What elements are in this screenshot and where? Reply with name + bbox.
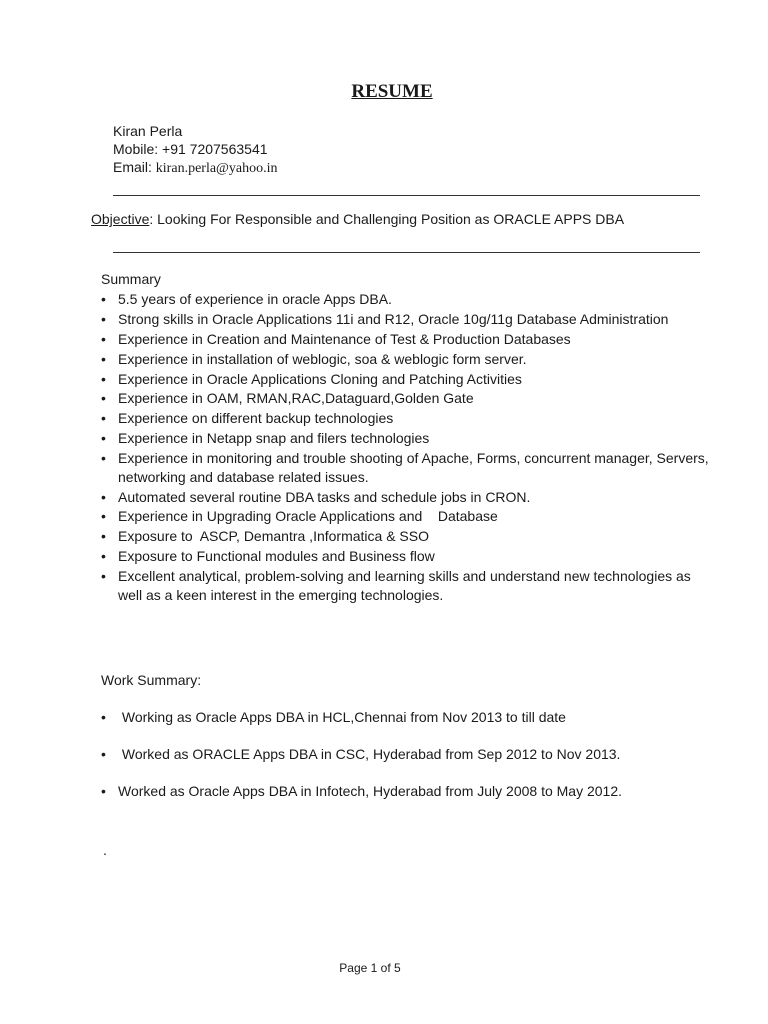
contact-block	[113, 122, 278, 178]
objective-text: : Looking For Responsible and Challenging Position as ORACLE APPS DBA	[149, 211, 625, 227]
bullet: •	[101, 410, 106, 427]
summary-list	[101, 290, 718, 605]
page-number: Page 1 of 5	[339, 961, 401, 975]
bullet: •	[101, 783, 106, 799]
bullet: •	[101, 370, 106, 387]
objective-line	[91, 211, 624, 227]
list-item: • Experience in monitoring and trouble shooting of Apache, Forms, concurrent manager, Servers, networking and database related issues.	[101, 450, 709, 485]
work-summary-heading: Work Summary:	[101, 672, 202, 688]
list-item: • Experience in Creation and Maintenance of Test & Production Databases	[101, 330, 571, 347]
bullet: •	[101, 291, 106, 307]
mobile-number: Mobile: +91 7207563541	[113, 141, 268, 157]
list-item: • Worked as Oracle Apps DBA in Infotech, Hyderabad from July 2008 to May 2012.	[101, 783, 623, 799]
email-label: Email:	[113, 159, 156, 175]
bullet: •	[101, 746, 106, 762]
bullet: •	[101, 528, 106, 545]
list-item: • Exposure to Functional modules and Business flow	[101, 548, 435, 565]
summary-heading: Summary	[101, 271, 161, 287]
bullet: •	[101, 709, 106, 725]
work-summary-list	[101, 708, 718, 819]
list-item: • Worked as ORACLE Apps DBA in CSC, Hyderabad from Sep 2012 to Nov 2013.	[101, 746, 621, 762]
list-item: • Excellent analytical, problem-solving and learning skills and understand new technologies as well as a keen interest in the emerging technologies.	[101, 568, 691, 603]
list-item: • Experience in installation of weblogic, soa & weblogic form server.	[101, 350, 527, 367]
list-item: • Experience in Oracle Applications Cloning and Patching Activities	[101, 370, 522, 387]
list-item: • Working as Oracle Apps DBA in HCL,Chennai from Nov 2013 to till date	[101, 709, 566, 725]
stray-period: .	[103, 842, 107, 858]
list-item: • Experience in Upgrading Oracle Applications and Database	[101, 508, 498, 525]
list-item: • Strong skills in Oracle Applications 11i and R12, Oracle 10g/11g Database Administration	[101, 310, 669, 327]
bullet: •	[101, 390, 106, 407]
bullet: •	[101, 450, 106, 467]
bullet: •	[101, 310, 106, 327]
bullet: •	[101, 488, 106, 505]
list-item: • Automated several routine DBA tasks and schedule jobs in CRON.	[101, 488, 531, 505]
bullet: •	[101, 548, 106, 565]
list-item: • Experience in OAM, RMAN,RAC,Dataguard,Golden Gate	[101, 390, 474, 407]
divider-top	[113, 195, 700, 196]
bullet: •	[101, 430, 106, 447]
list-item: • Exposure to ASCP, Demantra ,Informatica & SSO	[101, 528, 429, 545]
email-line	[113, 158, 278, 178]
bullet: •	[101, 508, 106, 525]
email-address: kiran.perla@yahoo.in	[155, 161, 278, 176]
document-title: RESUME	[351, 81, 433, 102]
bullet: •	[101, 350, 106, 367]
list-item: • Experience in Netapp snap and filers technologies	[101, 430, 430, 447]
bullet: •	[101, 330, 106, 347]
objective-label: Objective	[91, 211, 150, 227]
list-item: • Experience on different backup technologies	[101, 410, 394, 427]
divider-bottom	[113, 252, 700, 253]
bullet: •	[101, 568, 106, 585]
candidate-name: Kiran Perla	[113, 123, 183, 139]
list-item: • 5.5 years of experience in oracle Apps DBA.	[101, 291, 392, 307]
